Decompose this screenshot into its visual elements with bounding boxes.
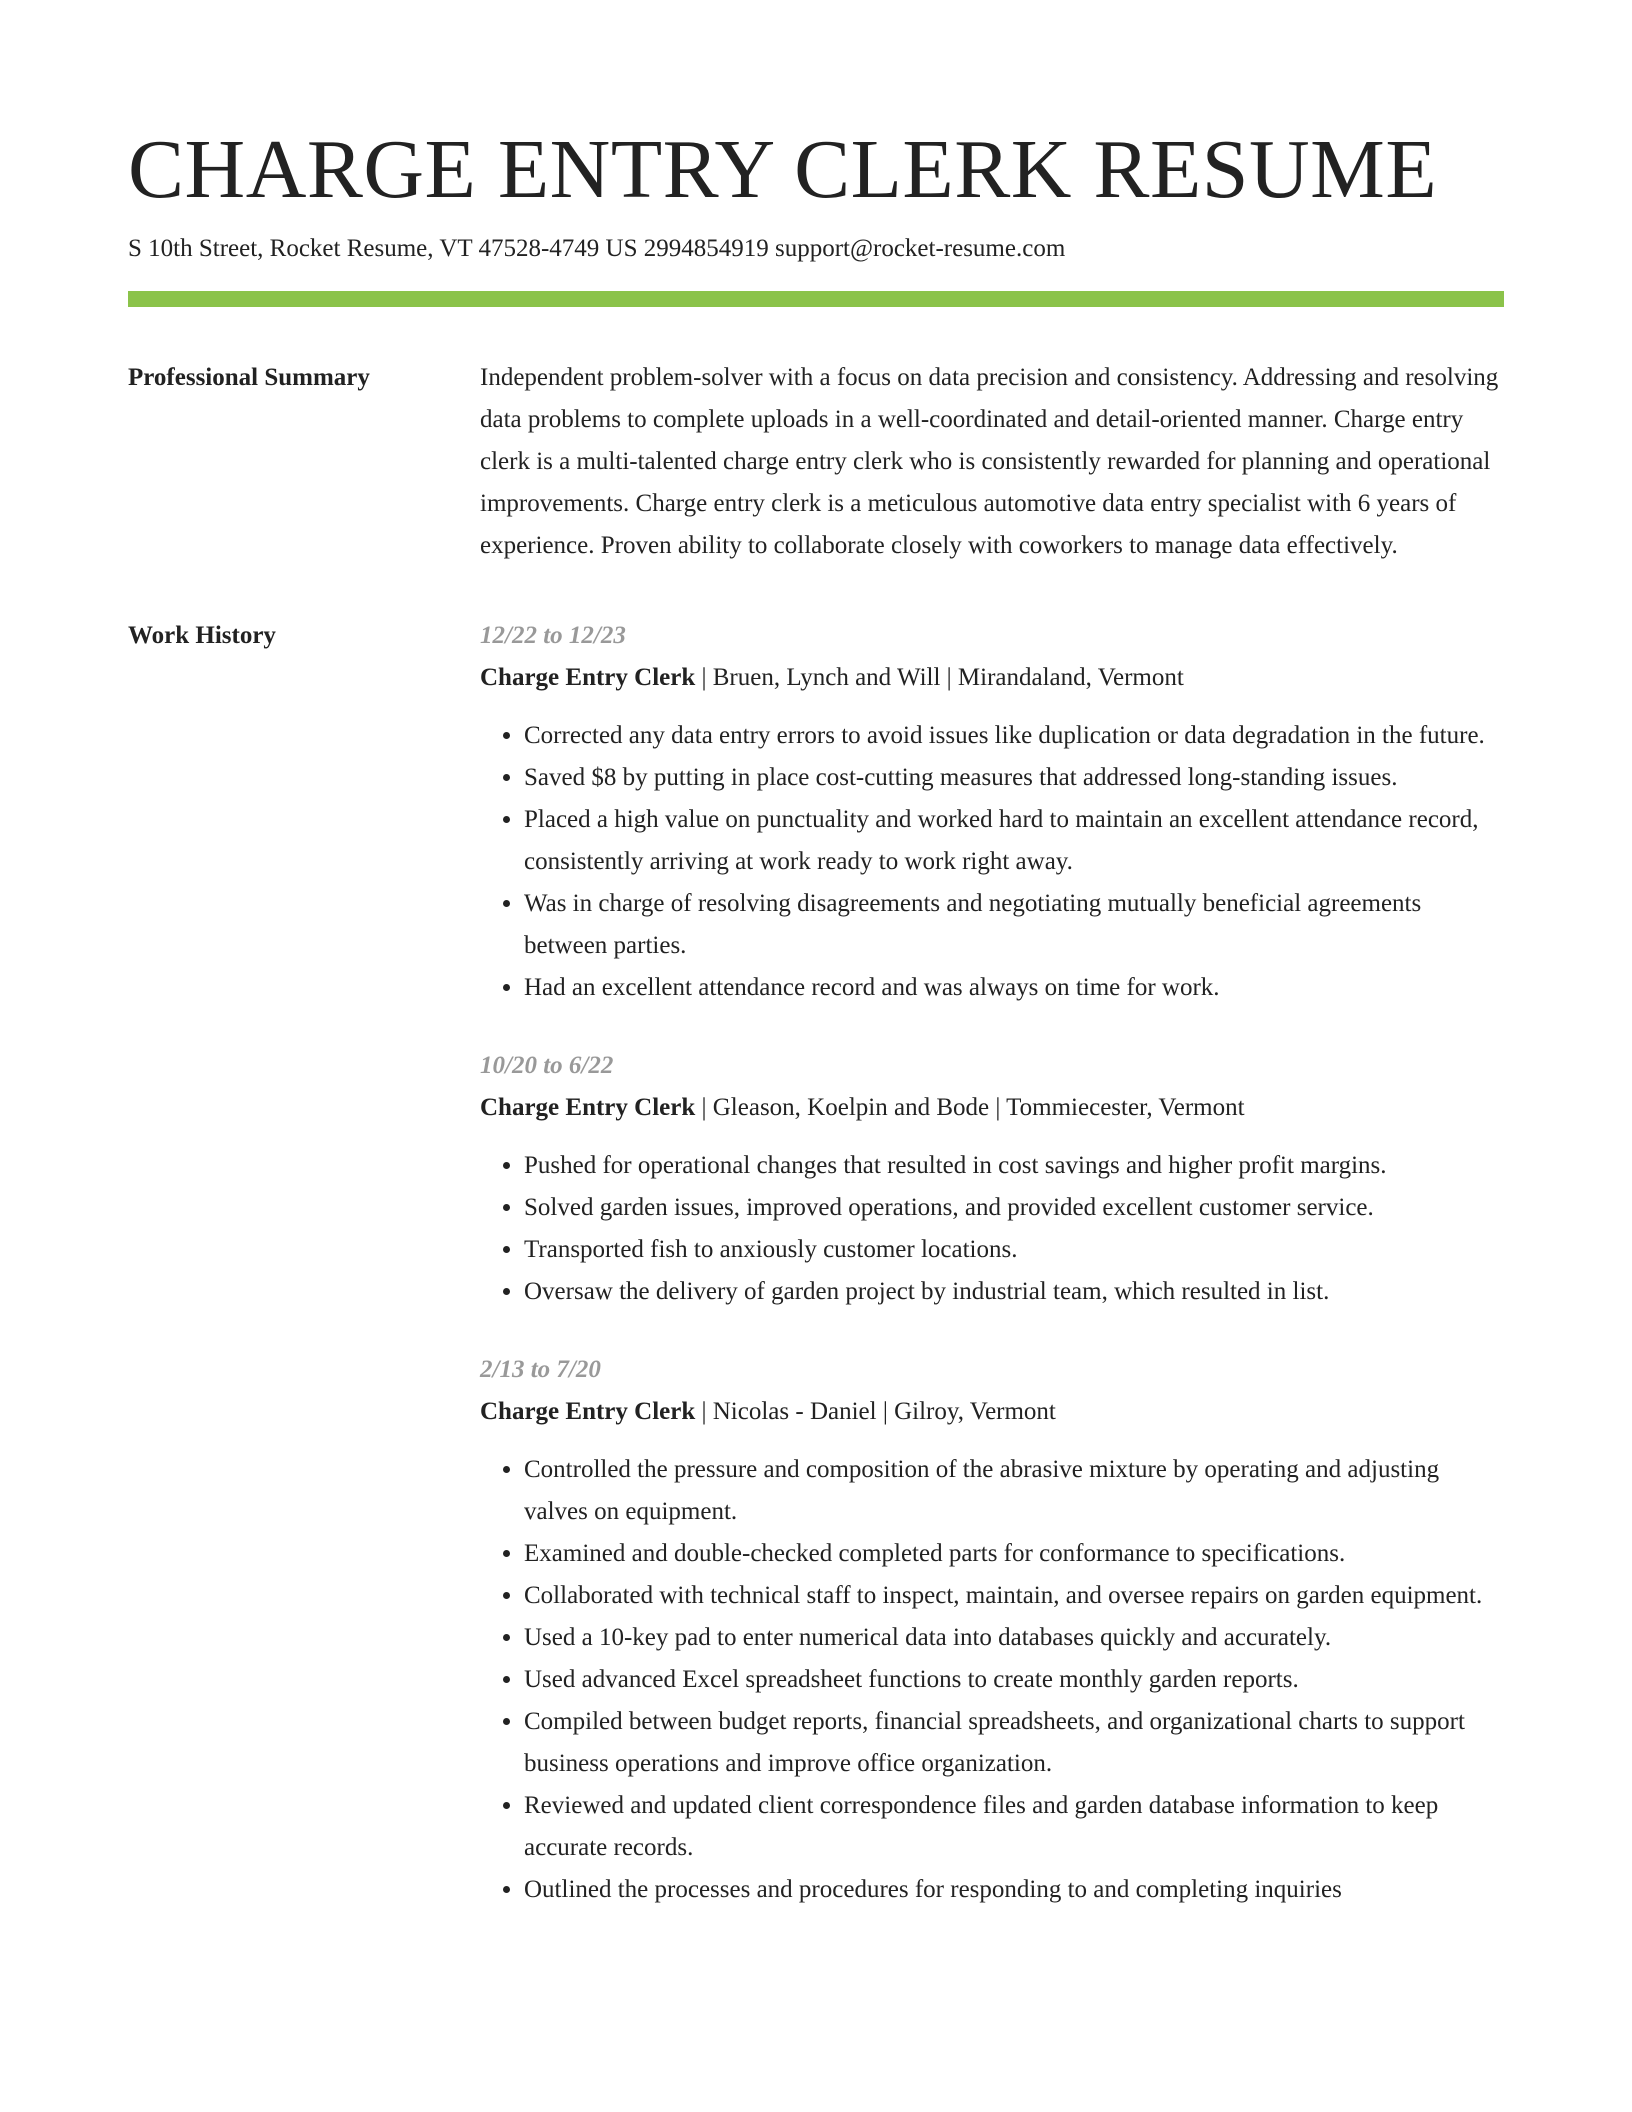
job-bullet: • Transported fish to anxiously customer locations.: [524, 1229, 1504, 1271]
job-bullet: • Was in charge of resolving disagreements and negotiating mutually beneficial agreements between parties.: [524, 883, 1504, 967]
job-bullet: • Placed a high value on punctuality and worked hard to maintain an excellent attendance record, consistently arriving at work ready to work right away.: [524, 799, 1504, 883]
section-label-summary: Professional Summary: [128, 364, 370, 391]
job-entry: [480, 1045, 1504, 1313]
job-entry: [480, 1349, 1504, 1911]
job-title: Charge Entry Clerk: [480, 1398, 696, 1425]
job-heading: [480, 1391, 1504, 1433]
job-bullet-list: [480, 715, 1504, 1009]
section-label-work-history: Work History: [128, 622, 276, 649]
job-bullet: • Reviewed and updated client correspondence files and garden database information to keep accurate records.: [524, 1785, 1504, 1869]
job-heading: [480, 1087, 1504, 1129]
job-bullet: • Solved garden issues, improved operations, and provided excellent customer service.: [524, 1187, 1504, 1229]
job-bullet-list: [480, 1145, 1504, 1313]
job-bullet: • Used advanced Excel spreadsheet functions to create monthly garden reports.: [524, 1659, 1504, 1701]
contact-line: S 10th Street, Rocket Resume, VT 47528-4749 US 2994854919 support@rocket-resume.com: [128, 235, 1066, 262]
job-employer-location: | Gleason, Koelpin and Bode | Tommiecester, Vermont: [695, 1094, 1245, 1121]
job-dates: 10/20 to 6/22: [480, 1052, 614, 1079]
job-dates: 2/13 to 7/20: [480, 1356, 601, 1383]
accent-divider: [128, 291, 1504, 307]
job-entry: [480, 615, 1504, 1009]
job-employer-location: | Bruen, Lynch and Will | Mirandaland, Vermont: [695, 664, 1184, 691]
resume-title: CHARGE ENTRY CLERK RESUME: [128, 123, 1438, 216]
job-title: Charge Entry Clerk: [480, 1094, 696, 1121]
work-history-body: [480, 615, 1504, 1947]
resume-page: [128, 0, 1504, 2112]
job-bullet: • Used a 10-key pad to enter numerical data into databases quickly and accurately.: [524, 1617, 1504, 1659]
job-employer-location: | Nicolas - Daniel | Gilroy, Vermont: [695, 1398, 1056, 1425]
job-bullet: • Compiled between budget reports, financial spreadsheets, and organizational charts to support business operations and improve office organization.: [524, 1701, 1504, 1785]
job-bullet: • Oversaw the delivery of garden project by industrial team, which resulted in list.: [524, 1271, 1504, 1313]
job-bullet: • Controlled the pressure and composition of the abrasive mixture by operating and adjusting valves on equipment.: [524, 1449, 1504, 1533]
job-title: Charge Entry Clerk: [480, 664, 696, 691]
professional-summary-section: [128, 357, 1504, 567]
job-bullet: • Collaborated with technical staff to inspect, maintain, and oversee repairs on garden equipment.: [524, 1575, 1504, 1617]
summary-body: [480, 357, 1504, 567]
job-dates: 12/22 to 12/23: [480, 622, 626, 649]
job-bullet: • Had an excellent attendance record and was always on time for work.: [524, 967, 1504, 1009]
work-history-section: [128, 615, 1504, 1947]
summary-text: Independent problem-solver with a focus on data precision and consistency. Addressing and resolving data problems to complete uploads in a well-coordinated and detail-oriented manner. Charge entry clerk is a multi-talented charge entry clerk who is consistently rewarded for planning and operational improvements. Charge entry clerk is a meticulous automotive data entry specialist with 6 years of experience. Proven ability to collaborate closely with coworkers to manage data effectively.: [480, 364, 1499, 559]
job-bullet: • Corrected any data entry errors to avoid issues like duplication or data degradation in the future.: [524, 715, 1504, 757]
job-heading: [480, 657, 1504, 699]
job-bullet: • Pushed for operational changes that resulted in cost savings and higher profit margins.: [524, 1145, 1504, 1187]
job-bullet: • Outlined the processes and procedures for responding to and completing inquiries: [524, 1869, 1504, 1911]
job-bullet: • Examined and double-checked completed parts for conformance to specifications.: [524, 1533, 1504, 1575]
job-bullet-list: [480, 1449, 1504, 1911]
job-bullet: • Saved $8 by putting in place cost-cutting measures that addressed long-standing issues.: [524, 757, 1504, 799]
